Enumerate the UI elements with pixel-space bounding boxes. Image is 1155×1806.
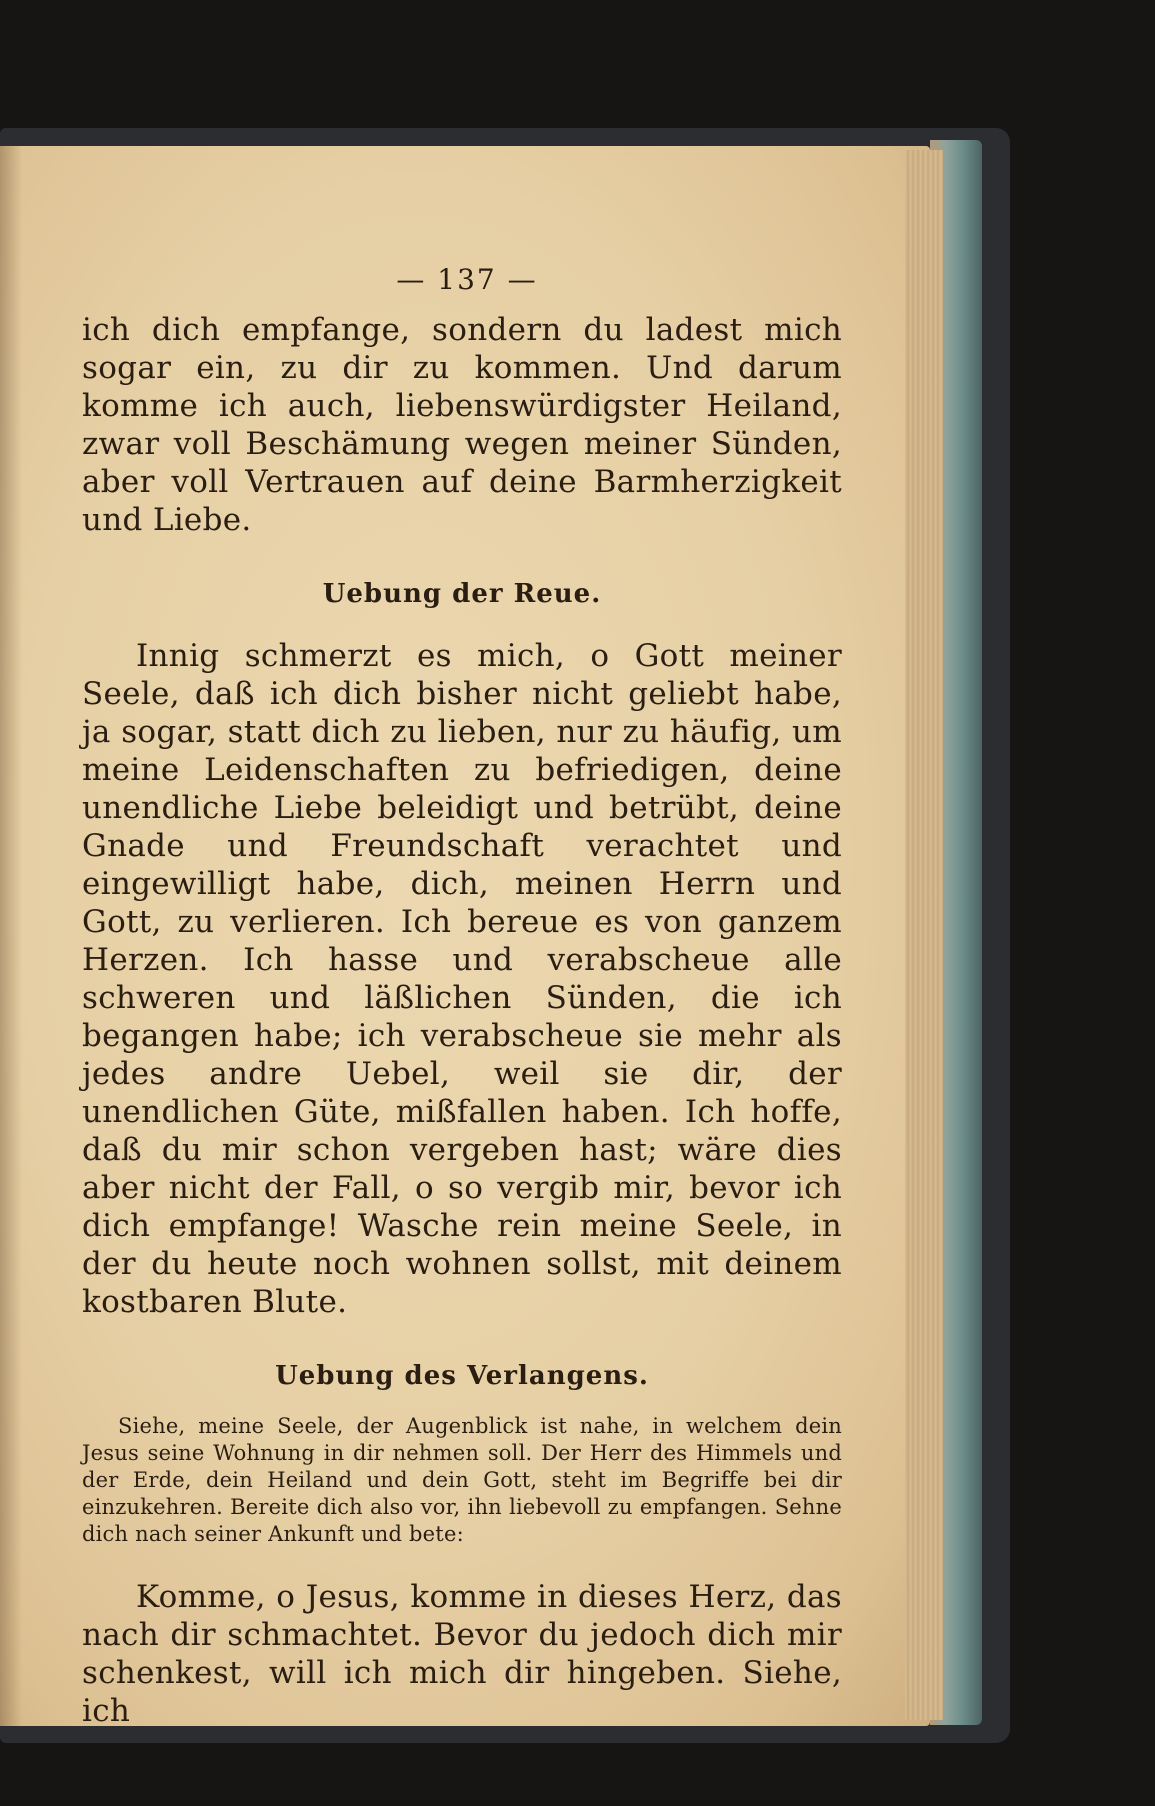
paragraph-instruction: Siehe, meine Seele, der Augenblick ist nahe, in welchem dein Jesus seine Wohnung in dir nehmen soll. Der Herr des Himmels und der Erde, dein Heiland und dein Gott, steht im Begriffe bei dir einzukehren. Bereite dich also vor, ihn liebevoll zu empfangen. Sehne dich nach seiner Ankunft und bete: (82, 1414, 842, 1546)
page-stack-edge (905, 150, 943, 1720)
page-number: — 137 — (396, 263, 538, 296)
gutter-shadow (0, 146, 22, 1726)
page-text-block (82, 255, 842, 1730)
paragraph-reue: Innig schmerzt es mich, o Gott meiner Seele, daß ich dich bisher nicht geliebt habe, ja sogar, statt dich zu lieben, nur zu häufig, um meine Leidenschaften zu befriedigen, deine unendliche Liebe beleidigt und betrübt, deine Gnade und Freundschaft verachtet und eingewilligt habe, dich, meinen Herrn und Gott, zu verlieren. Ich bereue es von ganzem Herzen. Ich hasse und verabscheue alle schweren und läßlichen Sünden, die ich begangen habe; ich verabscheue sie mehr als jedes andre Uebel, weil sie dir, der unendlichen Güte, mißfallen haben. Ich hoffe, daß du mir schon vergeben hast; wäre dies aber nicht der Fall, o so vergib mir, bevor ich dich empfange! Wasche rein meine Seele, in der du heute noch wohnen sollst, mit deinem kostbaren Blute. (82, 638, 842, 1320)
heading-uebung-des-verlangens: Uebung des Verlangens. (275, 1361, 649, 1391)
paragraph-opening: ich dich empfange, sondern du ladest mich sogar ein, zu dir zu kommen. Und darum komme ich auch, liebenswürdigster Heiland, zwar voll Beschämung wegen meiner Sünden, aber voll Vertrauen auf deine Barmherzigkeit und Liebe. (82, 312, 842, 538)
heading-uebung-der-reue: Uebung der Reue. (322, 579, 602, 609)
paragraph-prayer: Komme, o Jesus, komme in dieses Herz, das nach dir schmachtet. Bevor du jedoch dich mir schenkest, will ich mich dir hingeben. Siehe, ich (82, 1579, 842, 1729)
